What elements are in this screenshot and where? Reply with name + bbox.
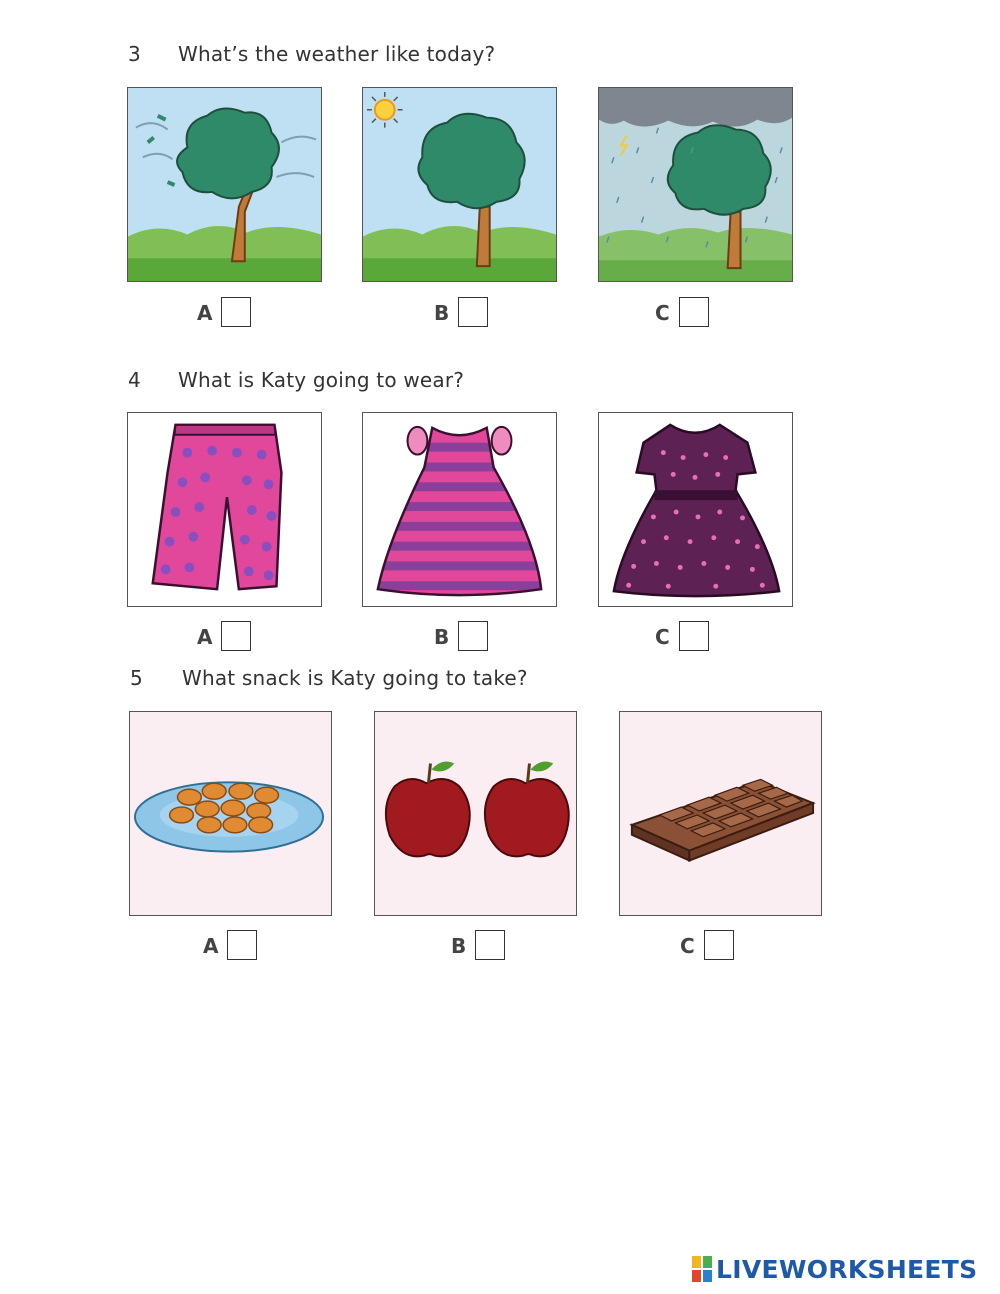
- liveworksheets-logo: [692, 1254, 977, 1284]
- striped-dress-illustration: [363, 413, 556, 606]
- spotted-dress-illustration: [599, 413, 792, 606]
- option-letter: C: [655, 625, 670, 649]
- chocolate-bar-picture: [619, 711, 822, 916]
- question-number: 5: [130, 666, 143, 690]
- chocolate-illustration: [620, 712, 821, 915]
- answer-checkbox[interactable]: [458, 621, 488, 651]
- liveworksheets-logo-icon: [692, 1256, 712, 1282]
- question-text: What’s the weather like today?: [178, 42, 496, 66]
- rainy-tree-illustration: [599, 88, 792, 281]
- brand-name: LIVEWORKSHEETS: [716, 1254, 978, 1284]
- biscuits-illustration: [130, 712, 331, 915]
- windy-tree-illustration: [128, 88, 321, 281]
- striped-dress-picture: [362, 412, 557, 607]
- option-letter: C: [655, 301, 670, 325]
- option-letter: A: [197, 301, 213, 325]
- windy-tree-picture: [127, 87, 322, 282]
- rainy-tree-picture: [598, 87, 793, 282]
- option-letter: A: [197, 625, 213, 649]
- answer-checkbox[interactable]: [221, 621, 251, 651]
- question-text: What is Katy going to wear?: [178, 368, 465, 392]
- option-letter: B: [434, 625, 450, 649]
- option-letter: B: [434, 301, 450, 325]
- answer-checkbox[interactable]: [679, 621, 709, 651]
- question-text: What snack is Katy going to take?: [182, 666, 528, 690]
- trousers-illustration: [128, 413, 321, 606]
- answer-checkbox[interactable]: [679, 297, 709, 327]
- sunny-tree-illustration: [363, 88, 556, 281]
- answer-checkbox[interactable]: [227, 930, 257, 960]
- apples-illustration: [375, 712, 576, 915]
- pink-spotted-trousers-picture: [127, 412, 322, 607]
- sunny-tree-picture: [362, 87, 557, 282]
- option-letter: B: [451, 934, 467, 958]
- answer-checkbox[interactable]: [704, 930, 734, 960]
- purple-spotted-dress-picture: [598, 412, 793, 607]
- plate-of-biscuits-picture: [129, 711, 332, 916]
- question-number: 4: [128, 368, 141, 392]
- question-number: 3: [128, 42, 141, 66]
- answer-checkbox[interactable]: [475, 930, 505, 960]
- option-letter: A: [203, 934, 219, 958]
- answer-checkbox[interactable]: [221, 297, 251, 327]
- two-apples-picture: [374, 711, 577, 916]
- option-letter: C: [680, 934, 695, 958]
- answer-checkbox[interactable]: [458, 297, 488, 327]
